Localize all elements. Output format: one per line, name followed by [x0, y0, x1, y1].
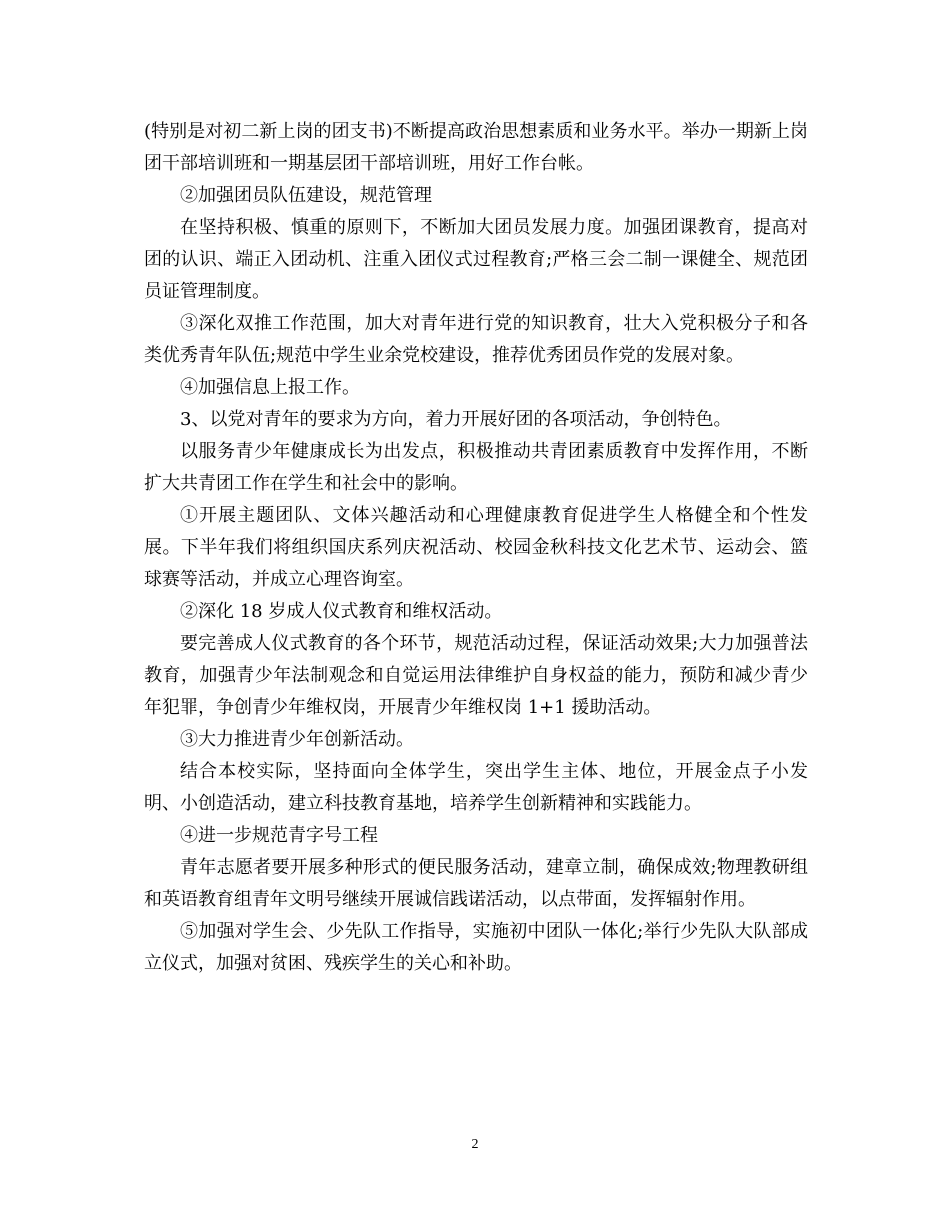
paragraph: ④进一步规范青字号工程 — [180, 825, 378, 846]
paragraph: ②加强团员队伍建设，规范管理 — [180, 185, 432, 206]
paragraph: 结合本校实际，坚持面向全体学生，突出学生主体、地位，开展金点子小发明、小创造活动，建立科技教育基地，培养学生创新精神和实践能力。 — [144, 761, 808, 814]
paragraph: ③大力推进青少年创新活动。 — [180, 729, 414, 750]
paragraph: ⑤加强对学生会、少先队工作指导，实施初中团队一体化;举行少先队大队部成立仪式，加强对贫困、残疾学生的关心和补助。 — [144, 921, 808, 974]
paragraph: 在坚持积极、慎重的原则下，不断加大团员发展力度。加强团课教育，提高对团的认识、端正入团动机、注重入团仪式过程教育;严格三会二制一课健全、规范团员证管理制度。 — [144, 217, 808, 302]
paragraph: ②深化 18 岁成人仪式教育和维权活动。 — [180, 601, 503, 622]
body-text — [144, 116, 808, 980]
paragraph: 要完善成人仪式教育的各个环节，规范活动过程，保证活动效果;大力加强普法教育，加强青少年法制观念和自觉运用法律维护自身权益的能力，预防和减少青少年犯罪，争创青少年维权岗，开展青少年维权岗 1+1 援助活动。 — [144, 633, 808, 718]
paragraph: ①开展主题团队、文体兴趣活动和心理健康教育促进学生人格健全和个性发展。下半年我们将组织国庆系列庆祝活动、校园金秋科技文化艺术节、运动会、篮球赛等活动，并成立心理咨询室。 — [144, 505, 808, 590]
section-heading: 3、以党对青年的要求为方向，着力开展好团的各项活动，争创特色。 — [180, 409, 732, 430]
paragraph: ③深化双推工作范围，加大对青年进行党的知识教育，壮大入党积极分子和各类优秀青年队伍;规范中学生业余党校建设，推荐优秀团员作党的发展对象。 — [144, 313, 808, 366]
page-number: 2 — [471, 1137, 479, 1152]
paragraph: 青年志愿者要开展多种形式的便民服务活动，建章立制，确保成效;物理教研组和英语教育组青年文明号继续开展诚信践诺活动，以点带面，发挥辐射作用。 — [144, 857, 808, 910]
paragraph: 以服务青少年健康成长为出发点，积极推动共青团素质教育中发挥作用，不断扩大共青团工作在学生和社会中的影响。 — [144, 441, 808, 494]
paragraph: ④加强信息上报工作。 — [180, 377, 360, 398]
paragraph-continued: (特别是对初二新上岗的团支书)不断提高政治思想素质和业务水平。举办一期新上岗团干部培训班和一期基层团干部培训班，用好工作台帐。 — [144, 121, 808, 174]
